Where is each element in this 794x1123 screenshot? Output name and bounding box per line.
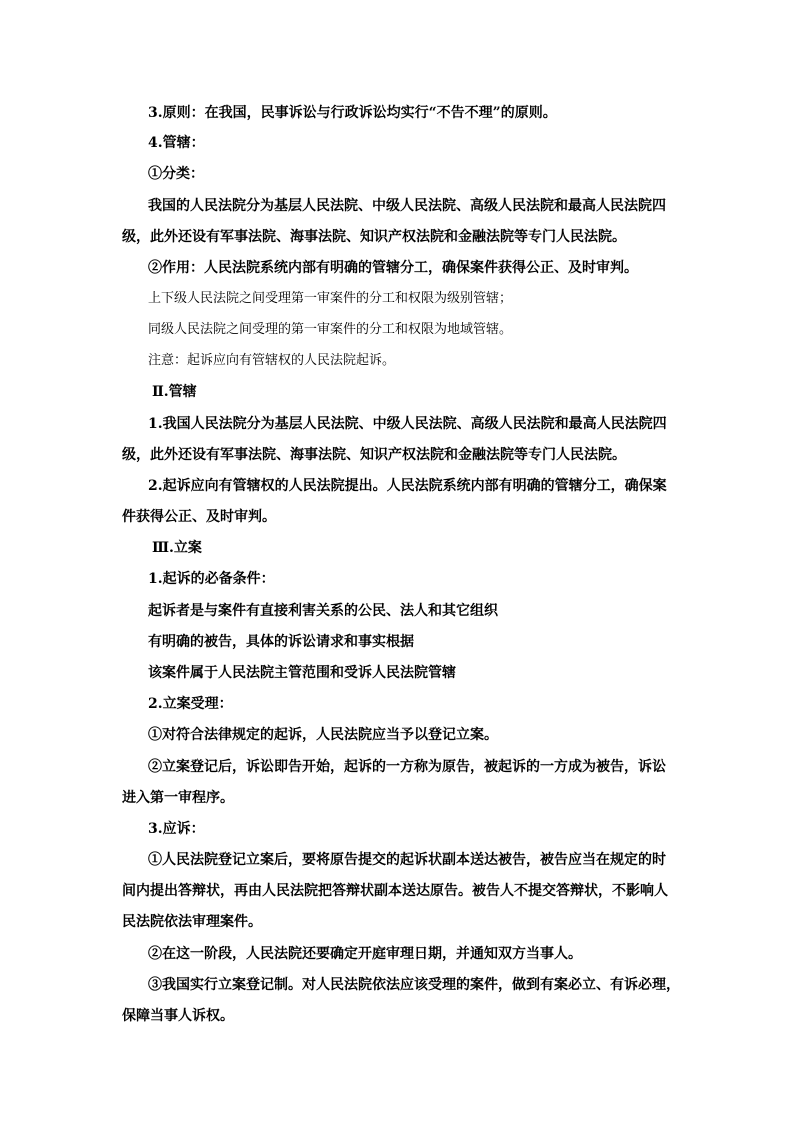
response-point-1-line-3: 民法院依法审理案件。 <box>122 914 262 930</box>
section-iii-heading: Ⅲ.立案 <box>152 540 202 556</box>
case-acceptance-point-1: ①对符合法律规定的起诉，人民法院应当予以登记立案。 <box>148 727 498 743</box>
principle-paragraph: 3.原则：在我国，民事诉讼与行政诉讼均实行“不告不理”的原则。 <box>148 105 557 121</box>
response-point-2: ②在这一阶段，人民法院还要确定开庭审理日期，并通知双方当事人。 <box>148 946 582 962</box>
case-acceptance-point-2-line-2: 进入第一审程序。 <box>122 790 234 806</box>
classification-heading: ①分类： <box>148 166 204 182</box>
section-ii-point-2-line-1: 2.起诉应向有管辖权的人民法院提出。人民法院系统内部有明确的管辖分工，确保案 <box>148 478 667 494</box>
case-acceptance-heading: 2.立案受理： <box>148 696 233 712</box>
section-ii-point-2-line-2: 件获得公正、及时审判。 <box>122 509 276 525</box>
filing-conditions-heading: 1.起诉的必备条件： <box>148 571 275 587</box>
classification-paragraph-line-2: 级，此外还设有军事法院、海事法院、知识产权法院和金融法院等专门人民法院。 <box>122 229 626 245</box>
response-point-1-line-2: 间内提出答辩状，再由人民法院把答辩状副本送达原告。被告人不提交答辩状，不影响人 <box>122 883 668 899</box>
section-ii-heading: Ⅱ.管辖 <box>152 384 197 400</box>
response-point-1-line-1: ①人民法院登记立案后，要将原告提交的起诉状副本送达被告，被告应当在规定的时 <box>148 852 666 868</box>
section-ii-point-1-line-1: 1.我国人民法院分为基层人民法院、中级人民法院、高级人民法院和最高人民法院四 <box>148 416 667 432</box>
level-jurisdiction-note: 上下级人民法院之间受理第一审案件的分工和权限为级别管辖； <box>148 291 513 306</box>
territorial-jurisdiction-note: 同级人民法院之间受理的第一审案件的分工和权限为地域管辖。 <box>148 322 513 337</box>
attention-note: 注意：起诉应向有管辖权的人民法院起诉。 <box>148 353 396 368</box>
jurisdiction-heading: 4.管辖： <box>148 135 205 151</box>
filing-condition-2: 有明确的被告，具体的诉讼请求和事实根据 <box>148 634 414 650</box>
response-point-3-line-1: ③我国实行立案登记制。对人民法院依法应该受理的案件，做到有案必立、有诉必理， <box>148 977 680 993</box>
function-paragraph: ②作用：人民法院系统内部有明确的管辖分工，确保案件获得公正、及时审判。 <box>148 260 638 276</box>
filing-condition-1: 起诉者是与案件有直接利害关系的公民、法人和其它组织 <box>148 603 498 619</box>
filing-condition-3: 该案件属于人民法院主管范围和受诉人民法院管辖 <box>148 665 456 681</box>
classification-paragraph-line-1: 我国的人民法院分为基层人民法院、中级人民法院、高级人民法院和最高人民法院四 <box>148 198 666 214</box>
case-acceptance-point-2-line-1: ②立案登记后，诉讼即告开始，起诉的一方称为原告，被起诉的一方成为被告，诉讼 <box>148 759 666 775</box>
response-heading: 3.应诉： <box>148 821 205 837</box>
section-ii-point-1-line-2: 级，此外还设有军事法院、海事法院、知识产权法院和金融法院等专门人民法院。 <box>122 447 626 463</box>
response-point-3-line-2: 保障当事人诉权。 <box>122 1008 234 1024</box>
